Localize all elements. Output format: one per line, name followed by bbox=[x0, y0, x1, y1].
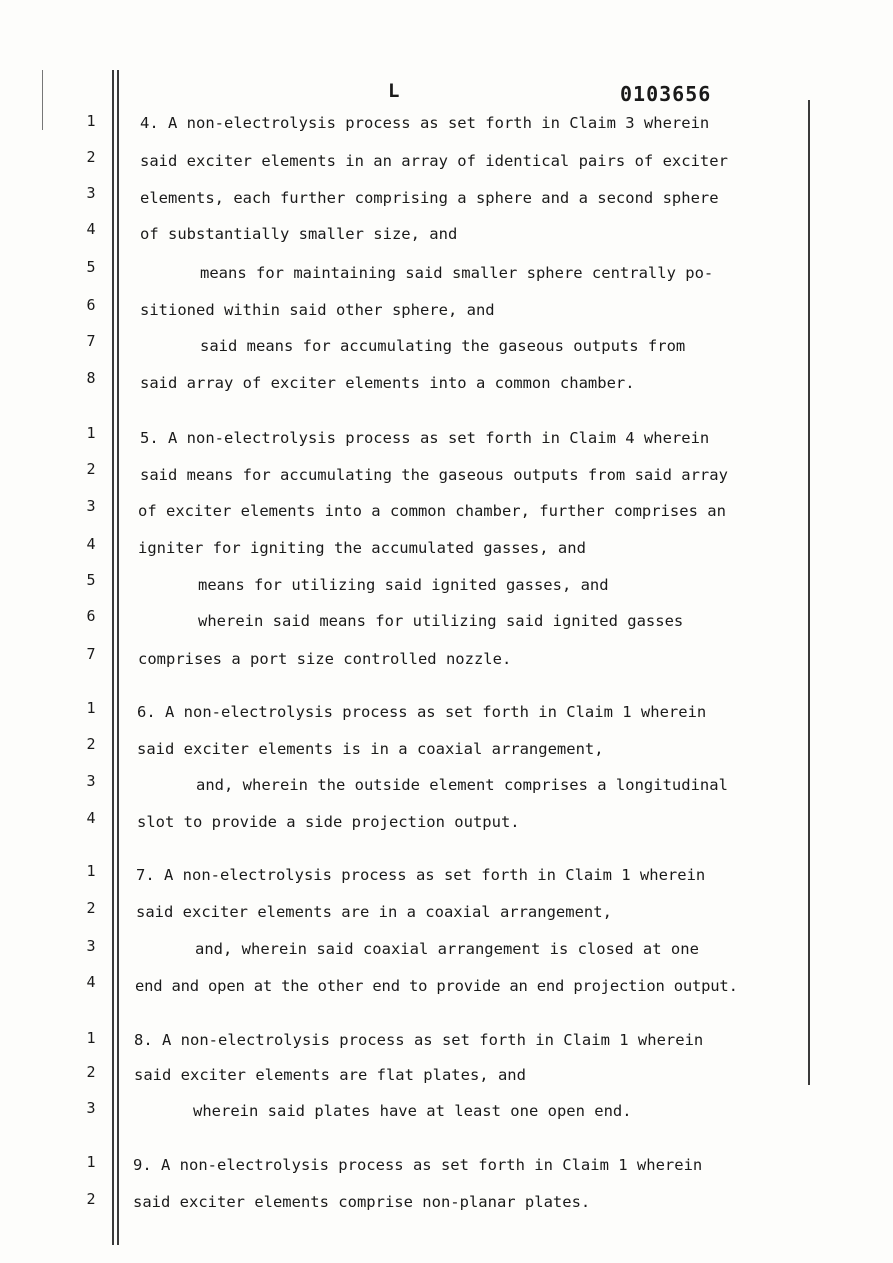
line-number: 1 bbox=[86, 1029, 96, 1047]
claim-line: of substantially smaller size, and bbox=[140, 225, 458, 243]
line-number: 3 bbox=[86, 772, 96, 790]
line-number: 5 bbox=[86, 571, 96, 589]
document-number: 0103656 bbox=[620, 82, 712, 106]
left-margin-rule-outer bbox=[112, 70, 114, 1245]
claim-line: sitioned within said other sphere, and bbox=[140, 301, 495, 319]
claim-line: 9. A non-electrolysis process as set forth in Claim 1 wherein bbox=[133, 1156, 703, 1174]
claim-line: 8. A non-electrolysis process as set forth in Claim 1 wherein bbox=[134, 1031, 704, 1049]
line-number: 5 bbox=[86, 258, 96, 276]
line-number: 3 bbox=[86, 184, 96, 202]
claim-line: slot to provide a side projection output. bbox=[137, 813, 520, 831]
claim-line: said exciter elements is in a coaxial arrangement, bbox=[137, 740, 604, 758]
claim-line: wherein said plates have at least one open end. bbox=[193, 1102, 632, 1120]
claim-line: end and open at the other end to provide an end projection output. bbox=[135, 977, 738, 995]
line-number: 6 bbox=[86, 296, 96, 314]
line-number: 7 bbox=[86, 645, 96, 663]
line-number: 1 bbox=[86, 1153, 96, 1171]
line-number: 4 bbox=[86, 220, 96, 238]
scan-edge-mark bbox=[42, 70, 43, 130]
claim-line: 6. A non-electrolysis process as set forth in Claim 1 wherein bbox=[137, 703, 707, 721]
claim-line: 5. A non-electrolysis process as set forth in Claim 4 wherein bbox=[140, 429, 710, 447]
claim-line: igniter for igniting the accumulated gasses, and bbox=[138, 539, 586, 557]
line-number: 2 bbox=[86, 1063, 96, 1081]
claim-line: said exciter elements in an array of identical pairs of exciter bbox=[140, 152, 728, 170]
claim-line: means for utilizing said ignited gasses, and bbox=[198, 576, 609, 594]
line-number: 2 bbox=[86, 148, 96, 166]
line-number: 2 bbox=[86, 460, 96, 478]
claim-line: 4. A non-electrolysis process as set forth in Claim 3 wherein bbox=[140, 114, 710, 132]
line-number: 2 bbox=[86, 899, 96, 917]
line-number: 3 bbox=[86, 937, 96, 955]
claim-line: and, wherein said coaxial arrangement is closed at one bbox=[195, 940, 699, 958]
claim-line: said means for accumulating the gaseous outputs from said array bbox=[140, 466, 728, 484]
claim-line: said means for accumulating the gaseous outputs from bbox=[200, 337, 686, 355]
line-number: 7 bbox=[86, 332, 96, 350]
line-number: 4 bbox=[86, 973, 96, 991]
line-number: 4 bbox=[86, 809, 96, 827]
line-number: 2 bbox=[86, 735, 96, 753]
line-number: 8 bbox=[86, 369, 96, 387]
claim-line: of exciter elements into a common chamber, further comprises an bbox=[138, 502, 726, 520]
claim-line: said exciter elements comprise non-planar plates. bbox=[133, 1193, 591, 1211]
left-margin-rule-inner bbox=[117, 70, 119, 1245]
claim-line: wherein said means for utilizing said ignited gasses bbox=[198, 612, 684, 630]
right-margin-rule bbox=[808, 100, 810, 1085]
claim-line: said exciter elements are flat plates, and bbox=[134, 1066, 526, 1084]
page-number: L bbox=[388, 80, 400, 102]
line-number: 1 bbox=[86, 699, 96, 717]
line-number: 1 bbox=[86, 424, 96, 442]
line-number: 2 bbox=[86, 1190, 96, 1208]
claim-line: elements, each further comprising a sphere and a second sphere bbox=[140, 189, 719, 207]
line-number: 4 bbox=[86, 535, 96, 553]
claim-line: 7. A non-electrolysis process as set forth in Claim 1 wherein bbox=[136, 866, 706, 884]
line-number: 6 bbox=[86, 607, 96, 625]
claim-line: said array of exciter elements into a common chamber. bbox=[140, 374, 635, 392]
claim-line: comprises a port size controlled nozzle. bbox=[138, 650, 512, 668]
line-number: 3 bbox=[86, 1099, 96, 1117]
claim-line: and, wherein the outside element comprises a longitudinal bbox=[196, 776, 728, 794]
claim-line: said exciter elements are in a coaxial arrangement, bbox=[136, 903, 612, 921]
claim-line: means for maintaining said smaller sphere centrally po- bbox=[200, 264, 714, 282]
line-number: 1 bbox=[86, 112, 96, 130]
line-number: 3 bbox=[86, 497, 96, 515]
line-number: 1 bbox=[86, 862, 96, 880]
